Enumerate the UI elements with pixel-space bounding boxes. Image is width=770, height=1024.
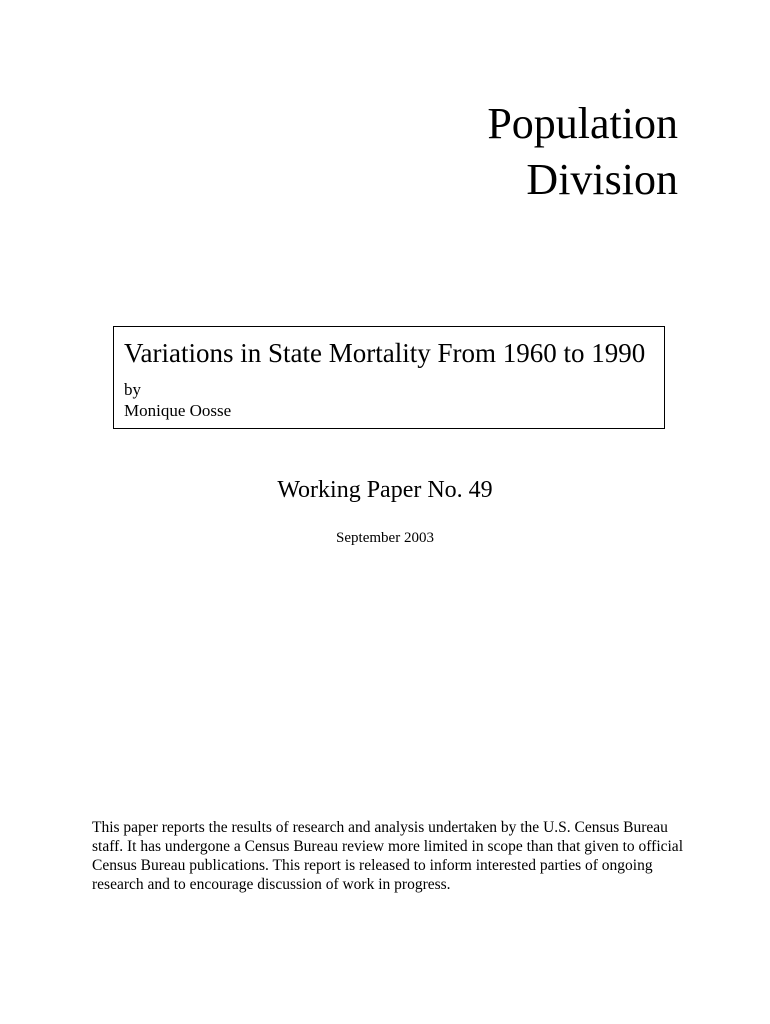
disclaimer-paragraph: This paper reports the results of research and analysis undertaken by the U.S. Census Bureau staff. It has undergone a Census Bureau review more limited in scope than that given to official Census Bureau publications. This report is released to inform interested parties of ongoing research and to encourage discussion of work in progress. (92, 819, 683, 893)
publication-date: September 2003 (336, 530, 434, 546)
division-heading-line-1: Population (487, 99, 678, 148)
byline-by: by (124, 380, 141, 399)
author-name: Monique Oosse (124, 401, 232, 420)
division-heading-line-2: Division (526, 155, 678, 204)
division-heading (487, 96, 678, 208)
title-box (113, 326, 665, 429)
working-paper-number: Working Paper No. 49 (277, 477, 493, 503)
paper-title: Variations in State Mortality From 1960 to 1990 (124, 338, 646, 368)
